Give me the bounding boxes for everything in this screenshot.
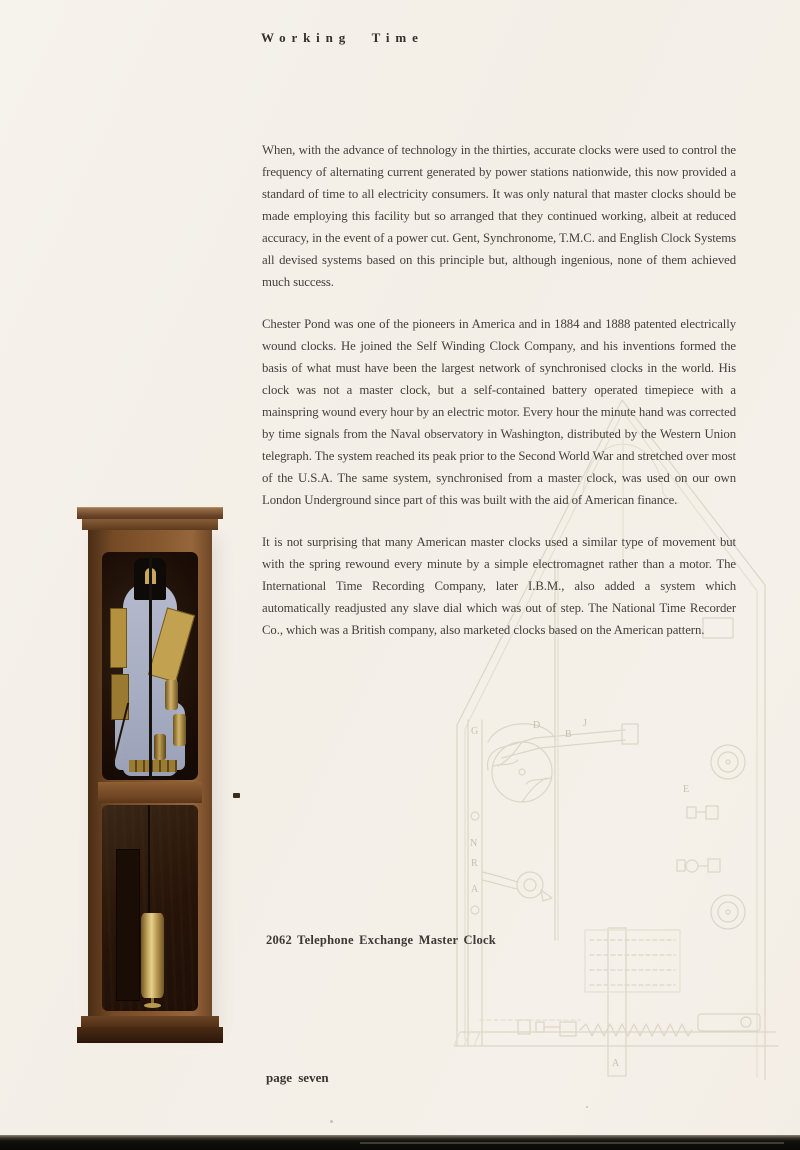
watermark-spring [518, 1020, 692, 1036]
watermark-letter-r: R [471, 858, 478, 869]
scan-bottom-edge [0, 1135, 800, 1150]
watermark-letter-g: G [471, 726, 479, 737]
clock-cornice-under [82, 519, 218, 530]
photo-caption: 2062 Telephone Exchange Master Clock [266, 933, 496, 947]
watermark-escape-wheel [488, 724, 556, 802]
master-clock-photo [77, 507, 223, 1043]
watermark-letter-a: A [471, 884, 479, 895]
running-head: Working Time [261, 30, 424, 45]
clock-lower-window [102, 805, 198, 1011]
scan-speck [330, 1120, 333, 1123]
interior-plaque [116, 849, 140, 1001]
watermark-right-column [677, 618, 760, 1031]
clock-base-plinth [77, 1027, 223, 1043]
pendulum-rod-lower [148, 805, 150, 919]
movement-terminal-strip [129, 760, 177, 772]
pendulum-bob [141, 913, 164, 998]
movement-coil-2 [173, 714, 186, 746]
watermark-letter-j: J [583, 718, 587, 729]
pendulum-rod-upper [149, 552, 152, 780]
clock-upper-window [102, 552, 198, 780]
page-number: page seven [266, 1070, 329, 1085]
movement-brass-left-upper [110, 608, 127, 668]
body-text-column [262, 139, 736, 661]
paragraph-2: Chester Pond was one of the pioneers in America and in 1884 and 1888 patented electrically wound clocks. He joined the Self Winding Clock Company, and his inventions formed the basis of what must have been the largest network of synchronised clocks in the world. His clock was not a master clock, but a self-contained battery operated timepiece with a mainspring wound every hour by an electric motor. Every hour the minute hand was corrected by time signals from the Naval observatory in Washington, distributed by the Western Union telegraph. The system reached its peak prior to the Second World War and stretched over most of the U.S.A. The same system, synchronised from a master clock, was used on our own London Underground since part of this was built with the aid of American finance. [262, 317, 736, 507]
watermark-letter-b: B [565, 729, 572, 740]
movement-coil-3 [154, 734, 166, 760]
watermark-lever-hub [482, 872, 552, 901]
clock-case [88, 530, 212, 1026]
movement-coil-1 [165, 680, 178, 710]
watermark-base [454, 1020, 778, 1046]
watermark-center-bar [608, 928, 626, 1076]
watermark-letter-a-bar: A [612, 1058, 620, 1069]
pendulum-bob-finial [144, 1003, 161, 1008]
watermark-rail [468, 720, 482, 1045]
scan-speck [586, 1106, 588, 1108]
paragraph-3: It is not surprising that many American master clocks used a similar type of movement but with the spring rewound every minute by a simple electromagnet rather than a motor. The International Time Recording Company, later I.B.M., also added a system which automatically readjusted any slave dial which was out of step. The National Time Recorder Co., which was a British company, also marketed clocks based on the American pattern. [262, 535, 736, 637]
clock-base-step [81, 1016, 219, 1027]
paragraph-1: When, with the advance of technology in the thirties, accurate clocks were used to control the frequency of alternating current generated by power stations nationwide, this now provided a standard of time to all electricity consumers. It was only natural that master clocks should be made employing this facility but so arranged that they continued working, albeit at reduced accuracy, in the event of a power cut. Gent, Synchronome, T.M.C. and English Clock Systems all devised systems based on this principle but, although ingenious, none of them achieved much success. [262, 143, 736, 289]
watermark-letter-n: N [470, 838, 478, 849]
watermark-armature-stack [585, 930, 680, 992]
clock-cornice [77, 507, 223, 519]
watermark-letter-d: D [533, 720, 541, 731]
case-latch [233, 793, 240, 798]
clock-mid-rail [98, 782, 202, 803]
scan-edge-highlight [360, 1142, 784, 1144]
watermark-letter-e: E [683, 784, 690, 795]
